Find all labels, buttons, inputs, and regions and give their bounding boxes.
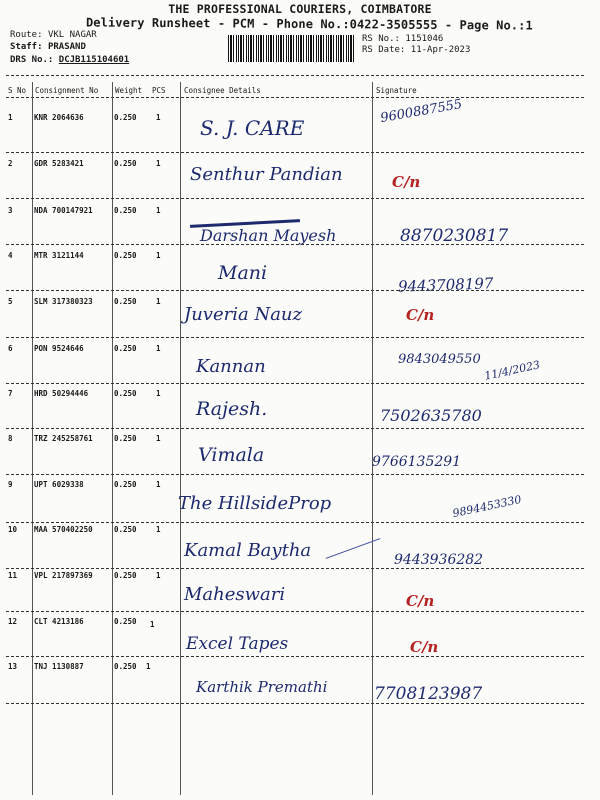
row-divider	[6, 568, 584, 569]
row-divider	[6, 383, 584, 384]
drs-line	[10, 55, 129, 65]
signature-handwriting: 9443708197	[397, 274, 494, 296]
row-weight: 0.250	[114, 251, 137, 260]
row-divider	[6, 198, 584, 199]
col-header-pcs: PCS	[152, 86, 166, 95]
row-divider	[6, 244, 584, 245]
consignee-handwriting: Vimala	[198, 444, 265, 466]
row-consignment: SLM 317380323	[34, 297, 93, 306]
row-pcs: 1	[156, 571, 161, 580]
row-weight: 0.250	[114, 206, 137, 215]
row-consignment: KNR 2064636	[34, 113, 84, 122]
consignee-handwriting: Rajesh.	[196, 398, 268, 420]
header-divider	[6, 75, 584, 76]
signature-handwriting: 7708123987	[374, 684, 483, 704]
signature-handwriting: 9443936282	[394, 552, 484, 568]
row-sno: 7	[8, 389, 13, 398]
row-sno: 10	[8, 525, 18, 534]
row-divider	[6, 522, 584, 523]
column-divider	[180, 82, 181, 795]
row-divider	[6, 428, 584, 429]
route-label: Route:	[10, 30, 43, 40]
signature-handwriting: C/n	[392, 173, 421, 191]
row-weight: 0.250	[114, 571, 137, 580]
row-divider	[6, 611, 584, 612]
row-consignment: CLT 4213186	[34, 617, 84, 626]
row-weight: 0.250	[114, 434, 137, 443]
rs-date-value: 11-Apr-2023	[410, 45, 471, 55]
runsheet-subtitle: Delivery Runsheet - PCM - Phone No.:0422-3505555 - Page No.:1	[85, 15, 533, 33]
row-consignment: GDR 5283421	[34, 159, 84, 168]
route-value: VKL NAGAR	[47, 30, 97, 40]
row-pcs: 1	[156, 480, 161, 489]
row-consignment: TRZ 245258761	[34, 434, 93, 443]
rs-no-value: 1151046	[405, 34, 444, 44]
row-pcs: 1	[156, 344, 161, 353]
signature-handwriting: 9843049550	[398, 352, 481, 367]
row-consignment: MAA 570402250	[34, 525, 93, 534]
row-consignment: NDA 700147921	[34, 206, 93, 215]
row-sno: 4	[8, 251, 13, 260]
signature-handwriting: 9600887555	[379, 96, 464, 127]
row-sno: 12	[8, 617, 18, 626]
consignee-handwriting: S. J. CARE	[200, 116, 305, 140]
row-divider	[6, 656, 584, 657]
drs-label: DRS No.:	[10, 55, 54, 65]
row-pcs: 1	[156, 206, 161, 215]
company-title: THE PROFESSIONAL COURIERS, COIMBATORE	[168, 2, 432, 16]
signature-handwriting: C/n	[406, 306, 435, 324]
signature-handwriting: 9766135291	[372, 454, 462, 470]
row-consignment: HRD 50294446	[34, 389, 89, 398]
row-divider	[6, 474, 584, 475]
row-pcs: 1	[156, 297, 161, 306]
row-pcs: 1	[150, 620, 155, 629]
signature-handwriting: 8870230817	[400, 226, 509, 246]
row-weight: 0.250	[114, 297, 137, 306]
row-pcs: 1	[156, 525, 161, 534]
row-sno: 2	[8, 159, 13, 168]
row-consignment: MTR 3121144	[34, 251, 84, 260]
row-weight: 0.250	[114, 662, 137, 671]
row-sno: 13	[8, 662, 18, 671]
signature-handwriting: 7502635780	[380, 406, 482, 425]
row-sno: 6	[8, 344, 13, 353]
row-pcs: 1	[156, 389, 161, 398]
row-pcs: 1	[156, 113, 161, 122]
row-pcs: 1	[156, 159, 161, 168]
row-weight: 0.250	[114, 525, 137, 534]
col-header-signature: Signature	[376, 86, 417, 95]
rs-no-label: RS No.:	[362, 34, 400, 44]
barcode	[228, 35, 354, 62]
staff-line	[10, 42, 86, 52]
consignee-handwriting: Juveria Nauz	[184, 304, 303, 325]
row-weight: 0.250	[114, 480, 137, 489]
row-weight: 0.250	[114, 113, 137, 122]
signature-date-note: 11/4/2023	[483, 358, 542, 383]
row-weight: 0.250	[114, 159, 137, 168]
consignee-handwriting: Excel Tapes	[186, 634, 289, 654]
row-consignment: UPT 6029338	[34, 480, 84, 489]
rs-date-label: RS Date:	[362, 45, 406, 55]
consignee-handwriting: Kannan	[196, 356, 266, 377]
column-divider	[372, 82, 373, 795]
rs-date-line	[362, 45, 470, 55]
signature-handwriting: 9894453330	[451, 492, 523, 521]
column-divider	[32, 82, 33, 795]
consignee-handwriting: Maheswari	[184, 584, 286, 605]
route-line	[10, 30, 97, 40]
row-sno: 8	[8, 434, 13, 443]
row-consignment: VPL 217897369	[34, 571, 93, 580]
consignee-handwriting: Mani	[218, 262, 268, 284]
drs-value: DCJB115104601	[58, 55, 130, 65]
row-sno: 9	[8, 480, 13, 489]
row-sno: 5	[8, 297, 13, 306]
row-divider	[6, 703, 584, 704]
col-header-sno: S No	[8, 86, 27, 95]
row-divider	[6, 152, 584, 153]
staff-label: Staff:	[10, 42, 43, 52]
row-weight: 0.250	[114, 344, 137, 353]
row-consignment: PON 9524646	[34, 344, 84, 353]
row-pcs: 1	[156, 251, 161, 260]
row-sno: 11	[8, 571, 18, 580]
col-header-weight: Weight	[115, 86, 143, 95]
row-divider	[6, 290, 584, 291]
row-consignment: TNJ 1130887	[34, 662, 84, 671]
consignee-handwriting: Kamal Baytha	[184, 540, 312, 561]
signature-handwriting: C/n	[406, 592, 435, 610]
consignee-handwriting: Senthur Pandian	[190, 164, 343, 185]
row-pcs: 1	[146, 662, 151, 671]
consignee-handwriting: The HillsideProp	[178, 493, 332, 514]
column-divider	[112, 82, 113, 795]
column-header-divider	[6, 97, 584, 98]
row-weight: 0.250	[114, 389, 137, 398]
rs-no-line	[362, 34, 443, 44]
col-header-consignee: Consignee Details	[184, 86, 261, 95]
signature-handwriting: C/n	[410, 638, 439, 656]
staff-value: PRASAND	[47, 42, 86, 52]
col-header-consignment: Consignment No	[35, 86, 99, 95]
row-sno: 1	[8, 113, 13, 122]
row-divider	[6, 337, 584, 338]
consignee-handwriting: Karthik Premathi	[196, 678, 328, 696]
consignee-handwriting: Darshan Mayesh	[200, 226, 337, 245]
row-weight: 0.250	[114, 617, 137, 626]
row-pcs: 1	[156, 434, 161, 443]
row-sno: 3	[8, 206, 13, 215]
